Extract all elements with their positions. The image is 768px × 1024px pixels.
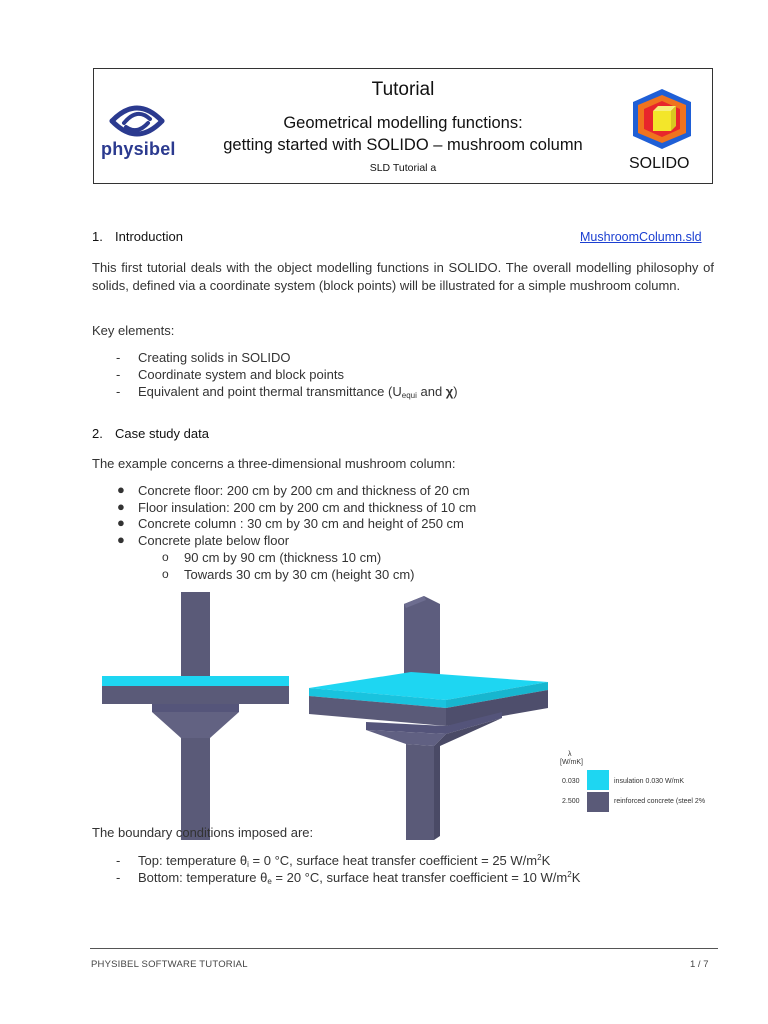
key-elements-list <box>92 350 458 401</box>
intro-paragraph: This first tutorial deals with the object modelling functions in SOLIDO. The overall modelling philosophy of solids, defined via a coordinate system (block points) will be illustrated for a simple mushroom column. <box>92 260 714 293</box>
legend-swatch-insulation <box>587 770 609 790</box>
section-2-number: 2. <box>92 426 103 441</box>
list-item: o 90 cm by 90 cm (thickness 10 cm) <box>162 550 382 565</box>
legend-unit: [W/mK] <box>560 759 583 766</box>
list-item: ● Floor insulation: 200 cm by 200 cm and thickness of 10 cm <box>117 498 477 515</box>
list-item: - Coordinate system and block points <box>116 367 344 382</box>
mushroom-column-file-link[interactable]: MushroomColumn.sld <box>580 230 702 244</box>
physibel-logo-text: physibel <box>101 139 176 159</box>
mushroom-column-3d-view <box>306 596 552 851</box>
list-item: - Top: temperature $\theta_i = 0$ °C, surface heat transfer coefficient = 25 $W/m^2K$ <box>116 853 551 869</box>
subtitle-line-2: getting started with SOLIDO – mushroom column <box>223 136 583 154</box>
solido-logo-icon <box>629 87 695 156</box>
legend-label-insulation: insulation 0.030 W/mK <box>614 778 685 785</box>
solido-logo-text: SOLIDO <box>629 155 690 172</box>
list-item: - Equivalent and point thermal transmittance ($U_{equi}$ and χ) <box>116 384 458 400</box>
subtitle-line-1: Geometrical modelling functions: <box>283 114 523 132</box>
list-item: ● Concrete column : 30 cm by 30 cm and height of 250 cm <box>117 515 464 531</box>
section-2-title: Case study data <box>115 426 209 441</box>
key-elements-label: Key elements: <box>92 323 175 338</box>
legend-label-concrete: reinforced concrete (steel 2% <box>614 798 706 805</box>
tutorial-code: SLD Tutorial a <box>369 162 437 174</box>
case-bullets <box>92 483 476 549</box>
legend-lambda-symbol: λ <box>568 751 572 758</box>
footer-divider <box>90 948 718 949</box>
section-1-title: Introduction <box>115 229 183 244</box>
physibel-logo-icon <box>102 101 172 144</box>
list-item: ● Concrete floor: 200 cm by 200 cm and thickness of 20 cm <box>117 482 470 498</box>
case-intro: The example concerns a three-dimensional mushroom column: <box>92 456 456 471</box>
legend-value-concrete: 2.500 <box>562 798 580 805</box>
legend-swatch-concrete <box>587 792 609 812</box>
list-item: o Towards 30 cm by 30 cm (height 30 cm) <box>162 566 415 582</box>
boundary-conditions-list <box>92 853 580 887</box>
footer-title: PHYSIBEL SOFTWARE TUTORIAL <box>91 959 248 970</box>
list-item: - Creating solids in SOLIDO <box>116 350 291 365</box>
title-box <box>93 68 713 184</box>
list-item: ● Concrete plate below floor <box>117 531 290 548</box>
list-item: - Bottom: temperature $\theta_e = 20$ °C, surface heat transfer coefficient = 10 $W/m^2K$ <box>116 870 581 886</box>
page-number: 1 / 7 <box>690 959 709 970</box>
page-title: Tutorial <box>371 79 435 100</box>
boundary-intro: The boundary conditions imposed are: <box>92 825 314 840</box>
legend-value-insulation: 0.030 <box>562 778 580 785</box>
section-1-number: 1. <box>92 229 103 244</box>
mushroom-column-front-view <box>100 592 292 847</box>
case-sub-bullets <box>92 550 414 583</box>
